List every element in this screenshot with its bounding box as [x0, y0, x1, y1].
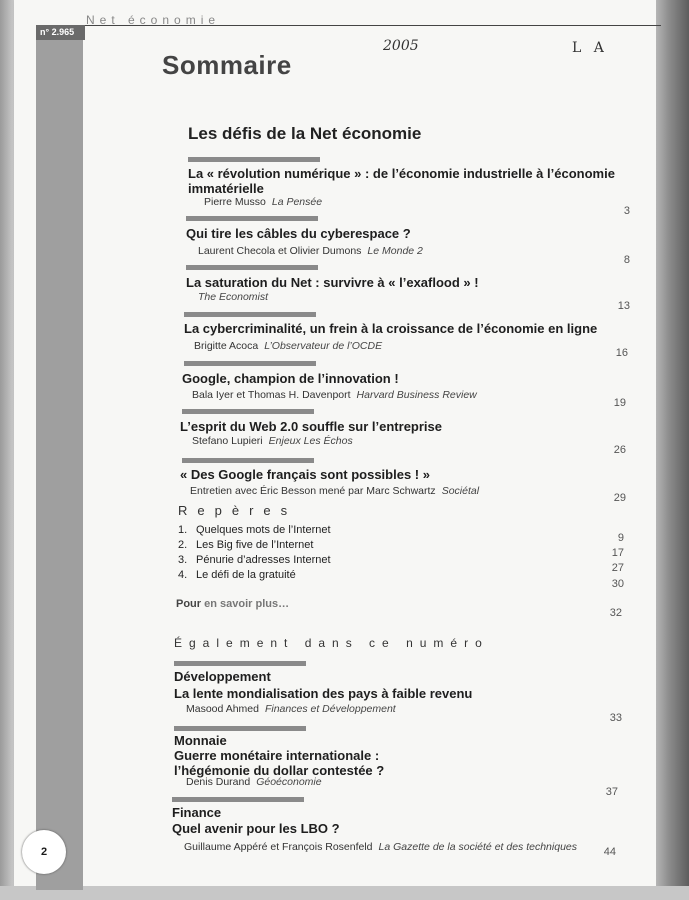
reperes-page: 17 [611, 547, 624, 559]
article-source: Sociétal [441, 485, 480, 497]
also-title: Guerre monétaire internationale : l’hégémonie du dollar contestée ? [174, 748, 385, 778]
also-page: 33 [609, 712, 622, 724]
reperes-item-label: Le défi de la gratuité [196, 569, 296, 581]
article-author: Stefano Lupieri [192, 435, 263, 447]
reperes-page: 9 [617, 532, 624, 544]
reperes-page: 30 [611, 578, 624, 590]
article-divider [184, 361, 316, 366]
article-title: La « révolution numérique » : de l’économie industrielle à l’économie immatérielle [188, 166, 615, 196]
article-page: 29 [613, 492, 626, 504]
article-page: 3 [623, 205, 630, 217]
reperes-item-num: 2. [178, 539, 188, 551]
reperes-item [178, 539, 313, 551]
article-page: 16 [615, 347, 628, 359]
reperes-item [178, 554, 331, 566]
also-category: Finance [172, 805, 222, 820]
reperes-item-label: Les Big five de l’Internet [196, 539, 314, 551]
article-meta [198, 245, 423, 257]
reperes-heading: Repères [178, 503, 298, 518]
article-source: Le Monde 2 [367, 245, 423, 257]
article-author: Entretien avec Éric Besson mené par Marc Schwartz [190, 485, 436, 497]
also-divider [174, 726, 306, 731]
article-meta [192, 291, 268, 303]
article-title: Qui tire les câbles du cyberespace ? [186, 226, 411, 241]
page-number: 2 [22, 830, 66, 874]
reperes-item-num: 4. [178, 569, 188, 581]
article-title: L’esprit du Web 2.0 souffle sur l’entreprise [180, 419, 442, 434]
issue-number: n° 2.965 [36, 25, 85, 40]
also-author: Guillaume Appéré et François Rosenfeld [184, 841, 373, 853]
article-source: La Pensée [271, 196, 323, 208]
article-author: Laurent Checola et Olivier Dumons [198, 245, 362, 257]
also-meta [186, 776, 322, 788]
further-reading-label-a: Pour [176, 598, 202, 610]
article-title: La saturation du Net : survivre à « l’exaflood » ! [186, 275, 479, 290]
also-source: La Gazette de la société et des techniques [378, 841, 577, 853]
dossier-title: Les défis de la Net économie [188, 124, 422, 143]
also-category: Monnaie [174, 733, 227, 748]
also-heading: Également dans ce numéro [174, 636, 489, 650]
also-meta [184, 841, 577, 853]
article-page: 13 [617, 300, 630, 312]
reperes-item [178, 524, 331, 536]
article-page: 26 [613, 444, 626, 456]
also-title: Quel avenir pour les LBO ? [172, 821, 340, 836]
article-title: Google, champion de l’innovation ! [182, 371, 399, 386]
handwritten-initials: L A [572, 40, 608, 56]
article-author: Pierre Musso [204, 196, 266, 208]
publication-logo: Net économie [86, 13, 221, 27]
also-title: La lente mondialisation des pays à faible revenu [174, 686, 473, 701]
also-meta [186, 703, 396, 715]
article-divider [188, 157, 320, 162]
article-divider [184, 312, 316, 317]
also-source: Géoéconomie [256, 776, 322, 788]
also-category: Développement [174, 669, 271, 684]
reperes-item [178, 569, 296, 581]
article-source: The Economist [198, 291, 269, 303]
further-reading-label-b: en savoir plus… [204, 598, 290, 610]
reperes-item-label: Quelques mots de l’Internet [196, 524, 331, 536]
reperes-page: 27 [611, 562, 624, 574]
also-divider [172, 797, 304, 802]
article-title: « Des Google français sont possibles ! » [180, 467, 430, 482]
also-author: Denis Durand [186, 776, 251, 788]
page-bottom-edge [0, 886, 689, 900]
reperes-item-label: Pénurie d’adresses Internet [196, 554, 331, 566]
further-reading-page: 32 [609, 607, 622, 619]
article-meta [192, 435, 353, 447]
also-page: 37 [605, 786, 618, 798]
article-title: La cybercriminalité, un frein à la croissance de l’économie en ligne [184, 321, 598, 336]
article-divider [186, 216, 318, 221]
also-author: Masood Ahmed [186, 703, 259, 715]
left-sidebar [36, 25, 83, 890]
also-source: Finances et Développement [264, 703, 396, 715]
reperes-item-num: 1. [178, 524, 188, 536]
also-page: 44 [603, 846, 616, 858]
page-right-edge [656, 0, 689, 900]
article-divider [182, 409, 314, 414]
handwritten-year: 2005 [383, 38, 419, 54]
also-divider [174, 661, 306, 666]
article-source: Harvard Business Review [356, 389, 477, 401]
further-reading [176, 598, 289, 610]
article-meta [204, 196, 322, 208]
article-divider [186, 265, 318, 270]
article-page: 19 [613, 397, 626, 409]
article-source: Enjeux Les Échos [268, 435, 353, 447]
article-meta [190, 485, 479, 497]
article-author: Bala Iyer et Thomas H. Davenport [192, 389, 351, 401]
article-source: L’Observateur de l’OCDE [264, 340, 383, 352]
article-meta [194, 340, 382, 352]
article-divider [182, 458, 314, 463]
article-meta [192, 389, 477, 401]
reperes-item-num: 3. [178, 554, 188, 566]
article-author: Brigitte Acoca [194, 340, 259, 352]
page-title: Sommaire [162, 50, 292, 80]
article-page: 8 [623, 254, 630, 266]
